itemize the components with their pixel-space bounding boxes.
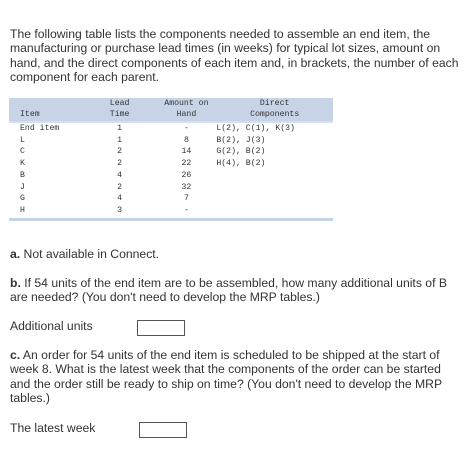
- cell-lead-time: 1: [117, 135, 123, 145]
- cell-amount-on-hand: 26: [181, 170, 192, 180]
- cell-lead-time: 4: [117, 194, 123, 204]
- cell-direct-components: H(4), B(2): [216, 159, 266, 169]
- latest-week-input[interactable]: [139, 422, 187, 438]
- cell-item: C: [20, 147, 25, 157]
- header-lead-line2: Time: [83, 109, 157, 122]
- table-row: [9, 182, 333, 194]
- cell-lead-time: 2: [117, 147, 123, 157]
- table-row: [9, 158, 333, 170]
- latest-week-label: The latest week: [10, 421, 96, 435]
- question-c-text: An order for 54 units of the end item is scheduled to be shipped at the start of week 8. What is the latest week that the components of the order can be started and the order still be ready to ship on time? (You don't need to develop the MRP tables.): [10, 348, 442, 406]
- cell-item: End item: [20, 124, 60, 133]
- cell-lead-time: 3: [83, 205, 157, 219]
- table-row: [9, 205, 333, 219]
- cell-lead-time: 2: [117, 182, 123, 192]
- header-lead-line1: Lead: [83, 98, 157, 109]
- header-components-line1: Direct: [216, 98, 333, 109]
- header-amount-line1: Amount on: [156, 98, 216, 109]
- question-a: [10, 247, 464, 261]
- cell-amount-on-hand: 8: [183, 135, 189, 145]
- cell-amount-on-hand: 32: [181, 182, 192, 192]
- question-c: [10, 348, 464, 406]
- question-c-letter: c.: [10, 348, 21, 362]
- cell-direct-components: [216, 205, 333, 219]
- cell-item: B: [20, 170, 25, 180]
- cell-lead-time: 2: [117, 159, 123, 169]
- cell-direct-components: G(2), B(2): [216, 147, 266, 157]
- cell-lead-time: 4: [117, 170, 123, 180]
- cell-direct-components: B(2), J(3): [216, 135, 266, 145]
- table-row: [9, 135, 333, 147]
- header-components-line2: Components: [216, 109, 333, 122]
- question-b-letter: b.: [10, 276, 21, 290]
- table-row: [9, 193, 333, 205]
- cell-item: H: [9, 205, 83, 219]
- header-amount-line2: Hand: [156, 109, 216, 122]
- question-b-text: If 54 units of the end item are to be assembled, how many additional units of B are needed? (You don't need to develop the MRP tables.): [10, 276, 447, 305]
- question-a-letter: a.: [10, 247, 21, 261]
- cell-item: G: [20, 194, 25, 204]
- additional-units-input[interactable]: [137, 320, 185, 336]
- cell-amount-on-hand: 22: [181, 159, 192, 169]
- header-item-line1: [9, 98, 83, 109]
- cell-amount-on-hand: 14: [181, 147, 192, 157]
- components-table: [9, 98, 333, 221]
- cell-amount-on-hand: -: [156, 205, 216, 219]
- intro-paragraph: The following table lists the components needed to assemble an end item, the manufacturing or purchase lead times (in weeks) for typical lot sizes, amount on hand, and the direct components of each item and, in brackets, the number of each component for each parent.: [10, 27, 459, 85]
- additional-units-label: Additional units: [10, 319, 93, 333]
- cell-item: J: [20, 182, 25, 192]
- cell-direct-components: [216, 170, 333, 182]
- table-row: [9, 170, 333, 182]
- header-item-line2: Item: [9, 109, 83, 122]
- question-a-text: Not available in Connect.: [20, 247, 160, 261]
- cell-amount-on-hand: -: [183, 124, 189, 133]
- cell-direct-components: L(2), C(1), K(3): [216, 124, 295, 133]
- table-row: [9, 122, 333, 135]
- cell-item: L: [20, 135, 25, 145]
- cell-direct-components: [216, 182, 333, 194]
- cell-item: K: [20, 159, 25, 169]
- table-row: [9, 146, 333, 158]
- cell-lead-time: 1: [117, 124, 123, 133]
- cell-amount-on-hand: 7: [183, 194, 189, 204]
- question-b: [10, 276, 464, 305]
- cell-direct-components: [216, 193, 333, 205]
